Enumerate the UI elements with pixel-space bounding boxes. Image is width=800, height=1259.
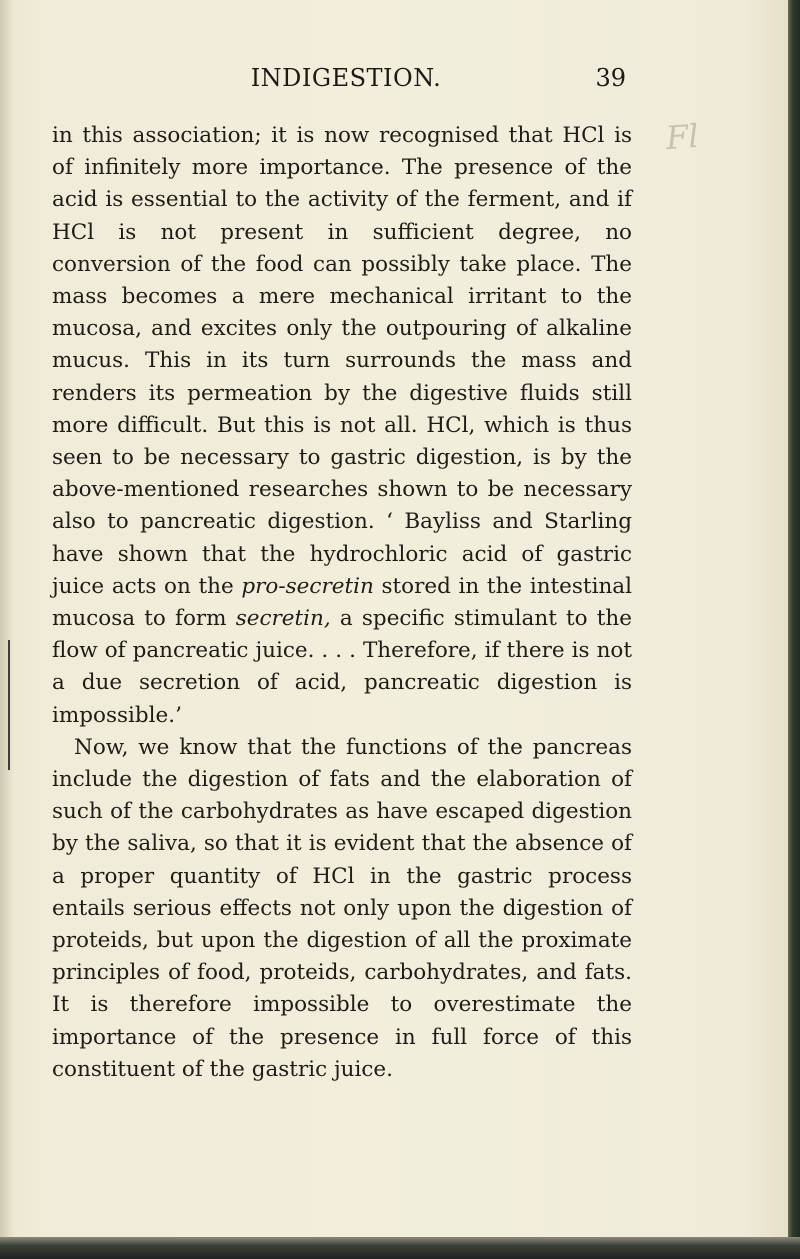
page-header — [60, 64, 632, 104]
paragraph-1 — [52, 120, 632, 732]
paragraph-1-text-c: a specific stimulant to the flow of pancreatic juice. . . . Therefore, if there is not a due secretion of acid, pancreatic digestion is impossible.’ — [52, 606, 632, 728]
page-gutter-shadow — [0, 0, 14, 1240]
paragraph-1-text-a: in this association; it is now recognised that HCl is of infinitely more importance. The presence of the acid is essential to the activity of the ferment, and if HCl is not present in sufficient degree, no conversion of the food can possibly take place. The mass becomes a mere mechanical irritant to the mucosa, and excites only the outpouring of alkaline mucus. This in its turn surrounds the mass and renders its permeation by the digestive fluids still more difficult. But this is not all. HCl, which is thus seen to be necessary to gastric digestion, is by the above-mentioned researches shown to be necessary also to pancreatic digestion. ‘ Bayliss and Starling have shown that the hydrochloric acid of gastric juice acts on the — [52, 123, 632, 599]
pencil-annotation: Fl — [664, 116, 700, 158]
paragraph-2: Now, we know that the functions of the pancreas include the digestion of fats and the elaboration of such of the carbohydrates as have escaped digestion by the saliva, so that it is evident that the absence of a proper quantity of HCl in the gastric process entails serious effects not only upon the digestion of proteids, but upon the digestion of all the proximate principles of food, proteids, carbohydrates, and fats. It is therefore impossible to overestimate the importance of the presence in full force of this constituent of the gastric juice. — [52, 734, 632, 1082]
term-pro-secretin: pro-secretin — [241, 573, 374, 599]
term-secretin: secretin, — [235, 606, 331, 632]
body-text — [52, 120, 632, 1086]
page-binding-edge — [788, 0, 800, 1259]
page-number: 39 — [595, 64, 626, 92]
margin-mark — [8, 640, 10, 770]
running-title: INDIGESTION. — [250, 64, 442, 92]
page-bottom-edge — [0, 1237, 800, 1259]
paragraph-1-text-b: stored in the intestinal mucosa to form — [52, 573, 632, 632]
